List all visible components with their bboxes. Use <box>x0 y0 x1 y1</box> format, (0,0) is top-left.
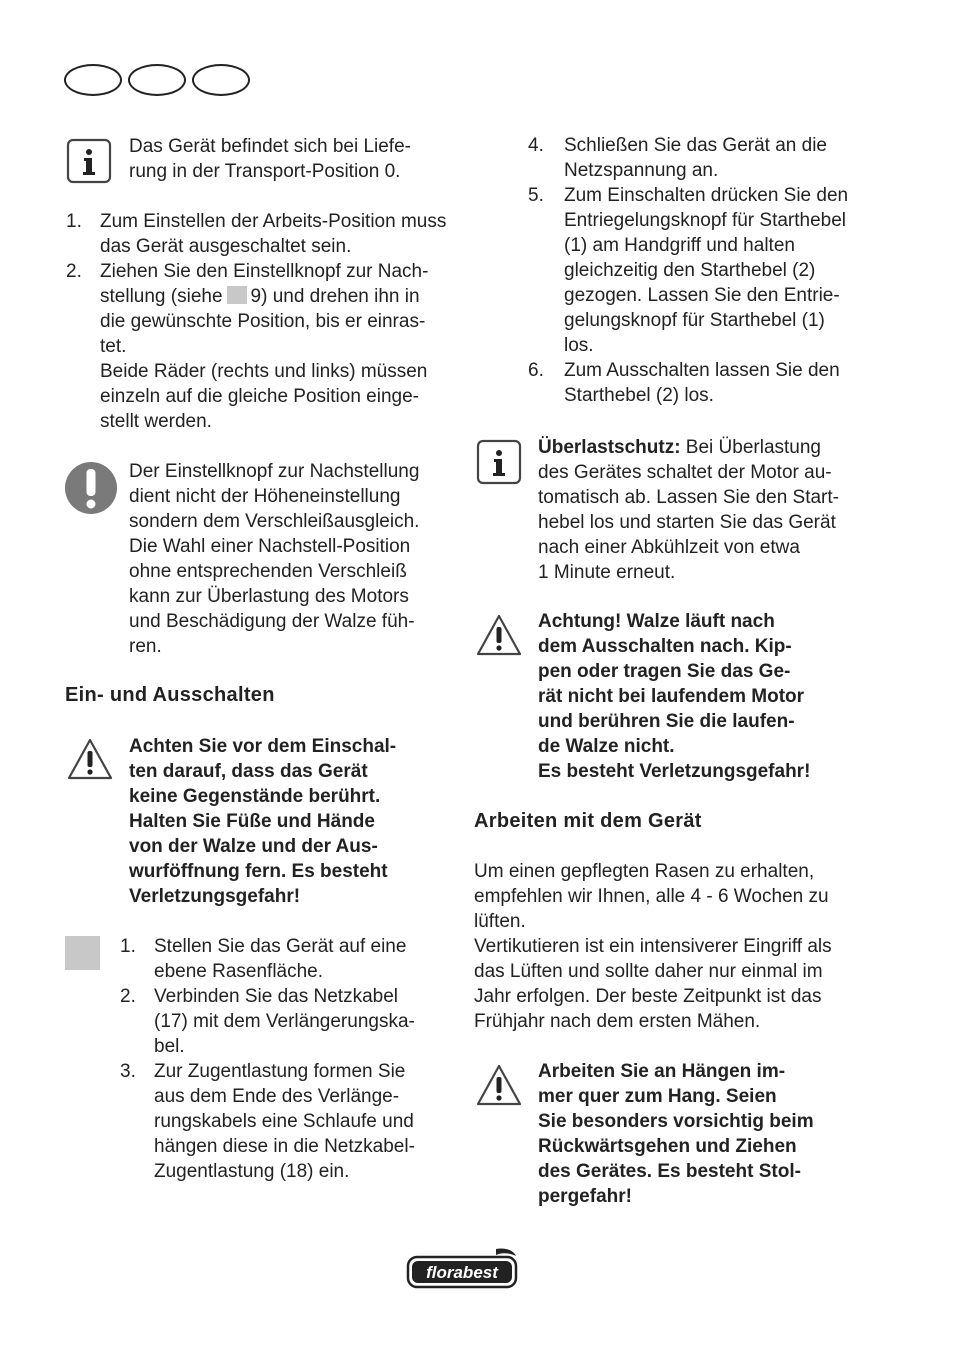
list-item <box>528 183 868 358</box>
work-paragraph: Um einen gepflegten Rasen zu erhalten, empfehlen wir Ihnen, alle 4 - 6 Wochen zu lüften. Vertikutieren ist ein intensiverer Eingriff als das Lüften und sollte daher nur einmal im Jahr erfolgen. Der beste Zeitpunkt ist das Frühjahr nach dem ersten Mähen. <box>474 861 832 1032</box>
list-item <box>120 934 456 984</box>
warning-triangle-icon <box>475 613 523 657</box>
figure-reference-icon <box>227 286 247 304</box>
caution-exclamation-icon <box>64 461 118 515</box>
startup-steps-left <box>120 934 456 1184</box>
startup-steps-right <box>528 133 868 408</box>
list-number: 3. <box>120 1061 136 1082</box>
language-oval-1 <box>64 64 122 96</box>
list-item <box>120 1059 456 1184</box>
svg-text:florabest: florabest <box>426 1263 498 1282</box>
warning-slopes: Arbeiten Sie an Hängen im- mer quer zum Hang. Seien Sie besonders vorsichtig beim Rückwärtsgehen und Ziehen des Gerätes. Es besteht Stol- pergefahr! <box>538 1061 814 1207</box>
info-note-delivery: Das Gerät befindet sich bei Liefe- rung in der Transport-Position 0. <box>129 136 411 182</box>
list-item <box>528 358 868 408</box>
list-number: 1. <box>120 936 136 957</box>
note-adjust-knob: Der Einstellknopf zur Nachstellung dient nicht der Höheneinstellung sondern dem Verschleißausgleich. Die Wahl einer Nachstell-Position ohne entsprechenden Verschleiß kann zur Überlastung des Motors und Beschädigung der Walze füh- ren. <box>129 461 420 657</box>
warning-roller-runs-on: Achtung! Walze läuft nach dem Ausschalten nach. Kip- pen oder tragen Sie das Ge- rät nicht bei laufendem Motor und berühren Sie die laufen- de Walze nicht. Es besteht Verletzungsgefahr! <box>538 611 811 782</box>
list-item <box>66 259 452 434</box>
language-oval-3 <box>192 64 250 96</box>
info-overload-protection <box>538 435 868 585</box>
heading-working: Arbeiten mit dem Gerät <box>474 810 702 832</box>
overload-title: Überlastschutz: <box>538 437 681 458</box>
list-item <box>120 984 456 1059</box>
warning-triangle-icon <box>475 1063 523 1107</box>
list-text: Ziehen Sie den Einstellknopf zur Nach- stellung (siehe <box>100 261 429 307</box>
warning-triangle-icon <box>66 737 114 781</box>
list-text: Schließen Sie das Gerät an die Netzspannung an. <box>564 135 827 181</box>
list-text: Zum Einschalten drücken Sie den Entriegelungsknopf für Starthebel (1) am Handgriff und halten gleichzeitig den Starthebel (2) gezogen. Lassen Sie den Entrie- gelungsknopf für Starthebel (1) los. <box>564 185 849 356</box>
list-text: Zum Einstellen der Arbeits-Position muss das Gerät ausgeschaltet sein. <box>100 211 447 257</box>
list-number: 4. <box>528 135 544 156</box>
list-text: Stellen Sie das Gerät auf eine ebene Rasenfläche. <box>154 936 407 982</box>
list-number: 5. <box>528 185 544 206</box>
florabest-logo <box>406 1247 518 1289</box>
list-text: Zur Zugentlastung formen Sie aus dem Ende des Verlänge- rungskabels eine Schlaufe und hängen diese in die Netzkabel- Zugentlastung (18) ein. <box>154 1061 415 1182</box>
list-number: 2. <box>120 986 136 1007</box>
list-item <box>528 133 868 183</box>
info-icon <box>66 138 112 184</box>
list-text: Verbinden Sie das Netzkabel (17) mit dem Verlängerungska- bel. <box>154 986 415 1057</box>
figure-reference-box <box>65 936 100 970</box>
adjust-steps <box>66 209 452 434</box>
overload-text: Bei Überlastung des Gerätes schaltet der Motor au- tomatisch ab. Lassen Sie den Start- hebel los und starten Sie das Gerät nach einer Abkühlzeit von etwa 1 Minute erneut. <box>538 437 839 583</box>
heading-on-off: Ein- und Ausschalten <box>65 684 275 706</box>
list-text-continued: 9) und drehen ihn in die gewünschte Position, bis er einras- tet. Beide Räder (rechts und links) müssen einzeln auf die gleiche Position einge- stellt werden. <box>100 286 428 432</box>
list-number: 1. <box>66 211 82 232</box>
list-item <box>66 209 452 259</box>
warning-before-start: Achten Sie vor dem Einschal- ten darauf, dass das Gerät keine Gegenstände berührt. Halten Sie Füße und Hände von der Walze und der Aus- wurföffnung fern. Es besteht Verletzungsgefahr! <box>129 736 397 907</box>
list-number: 6. <box>528 360 544 381</box>
language-oval-2 <box>128 64 186 96</box>
list-text: Zum Ausschalten lassen Sie den Starthebel (2) los. <box>564 360 840 406</box>
info-icon <box>476 439 522 485</box>
list-number: 2. <box>66 261 82 282</box>
